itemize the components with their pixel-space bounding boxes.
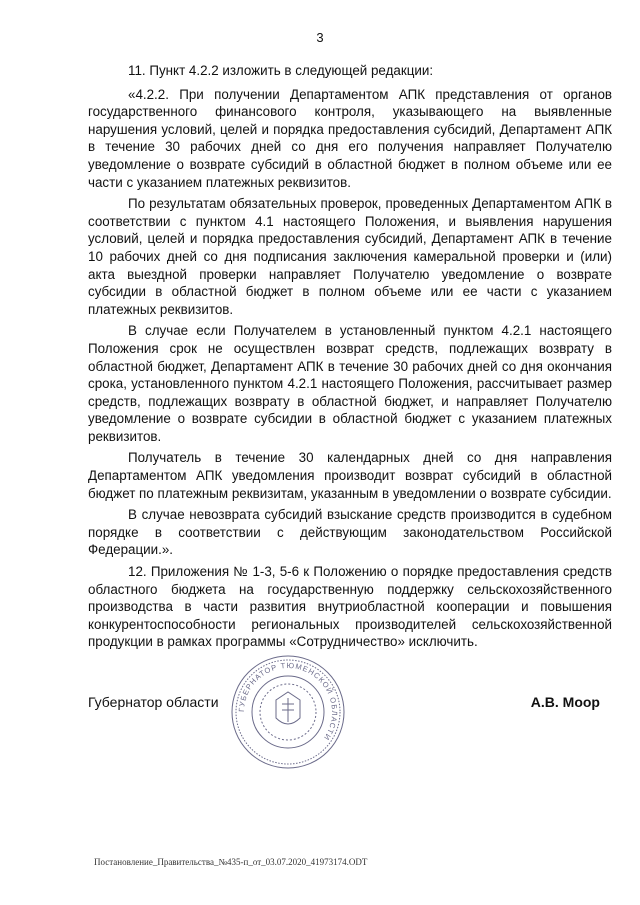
signature-title: Губернатор области [88, 694, 219, 710]
official-seal-icon [228, 652, 348, 772]
paragraph-item-11: 11. Пункт 4.2.2 изложить в следующей редакции: [128, 63, 434, 78]
signature-block [88, 690, 612, 714]
paragraph-4-2-2: «4.2.2. При получении Департаментом АПК представления от органов государственного финансового контроля, указывающего на выявленные нарушения условий, целей и порядка предоставления субсидий, Департамент АПК в течение 30 рабочих дней со дня его получения направляет Получателю уведомление о возврате субсидий в областной бюджет в полном объеме или ее части с указанием платежных реквизитов. [88, 86, 612, 190]
svg-text:ГУБЕРНАТОР ТЮМЕНСКОЙ ОБЛАСТИ: ГУБЕРНАТОР ТЮМЕНСКОЙ ОБЛАСТИ [236, 660, 340, 743]
paragraph-recipient-return: Получатель в течение 30 календарных дней со дня направления Департаментом АПК уведомления производит возврат субсидий в областной бюджет по платежным реквизитам, указанным в уведомлении о возврате субсидии. [88, 450, 612, 501]
paragraph-nonreturn: В случае если Получателем в установленный пунктом 4.2.1 настоящего Положения срок не осуществлен возврат средств, подлежащих возврату в областной бюджет, Департамент АПК в течение 30 рабочих дней со дня окончания срока, установленного пунктом 4.2.1 настоящего Положения, рассчитывает размер средств, подлежащих возврату в областной бюджет, и направляет Получателю уведомление о возврате субсидии в областной бюджет с указанием платежных реквизитов. [88, 323, 612, 444]
paragraph-inspection: По результатам обязательных проверок, проведенных Департаментом АПК в соответствии с пунктом 4.1 настоящего Положения, и выявления нарушения условий, целей и порядка предоставления субсидий, Департамент АПК в течение 10 рабочих дней со дня подписания заключения камеральной проверки и (или) акта выездной проверки направляет Получателю уведомление о возврате субсидии в областной бюджет в полном объеме или ее части с указанием платежных реквизитов. [88, 196, 612, 317]
paragraph-court: В случае невозврата субсидий взыскание средств производится в судебном порядке в соответствии с действующим законодательством Российской Федерации.». [88, 507, 612, 558]
document-footer: Постановление_Правительства_№435-п_от_03.07.2020_41973174.ODT [94, 857, 368, 867]
signature-name: А.В. Моор [530, 694, 600, 710]
page-number: 3 [316, 30, 324, 45]
document-body [88, 62, 612, 655]
paragraph-item-12: 12. Приложения № 1-3, 5-6 к Положению о порядке предоставления средств областного бюджета на государственную поддержку сельскохозяйственного производства в части развития внутриобластной кооперации и повышения конкурентоспособности региональных производителей сельскохозяйственной продукции в рамках программы «Сотрудничество» исключить. [88, 564, 612, 650]
